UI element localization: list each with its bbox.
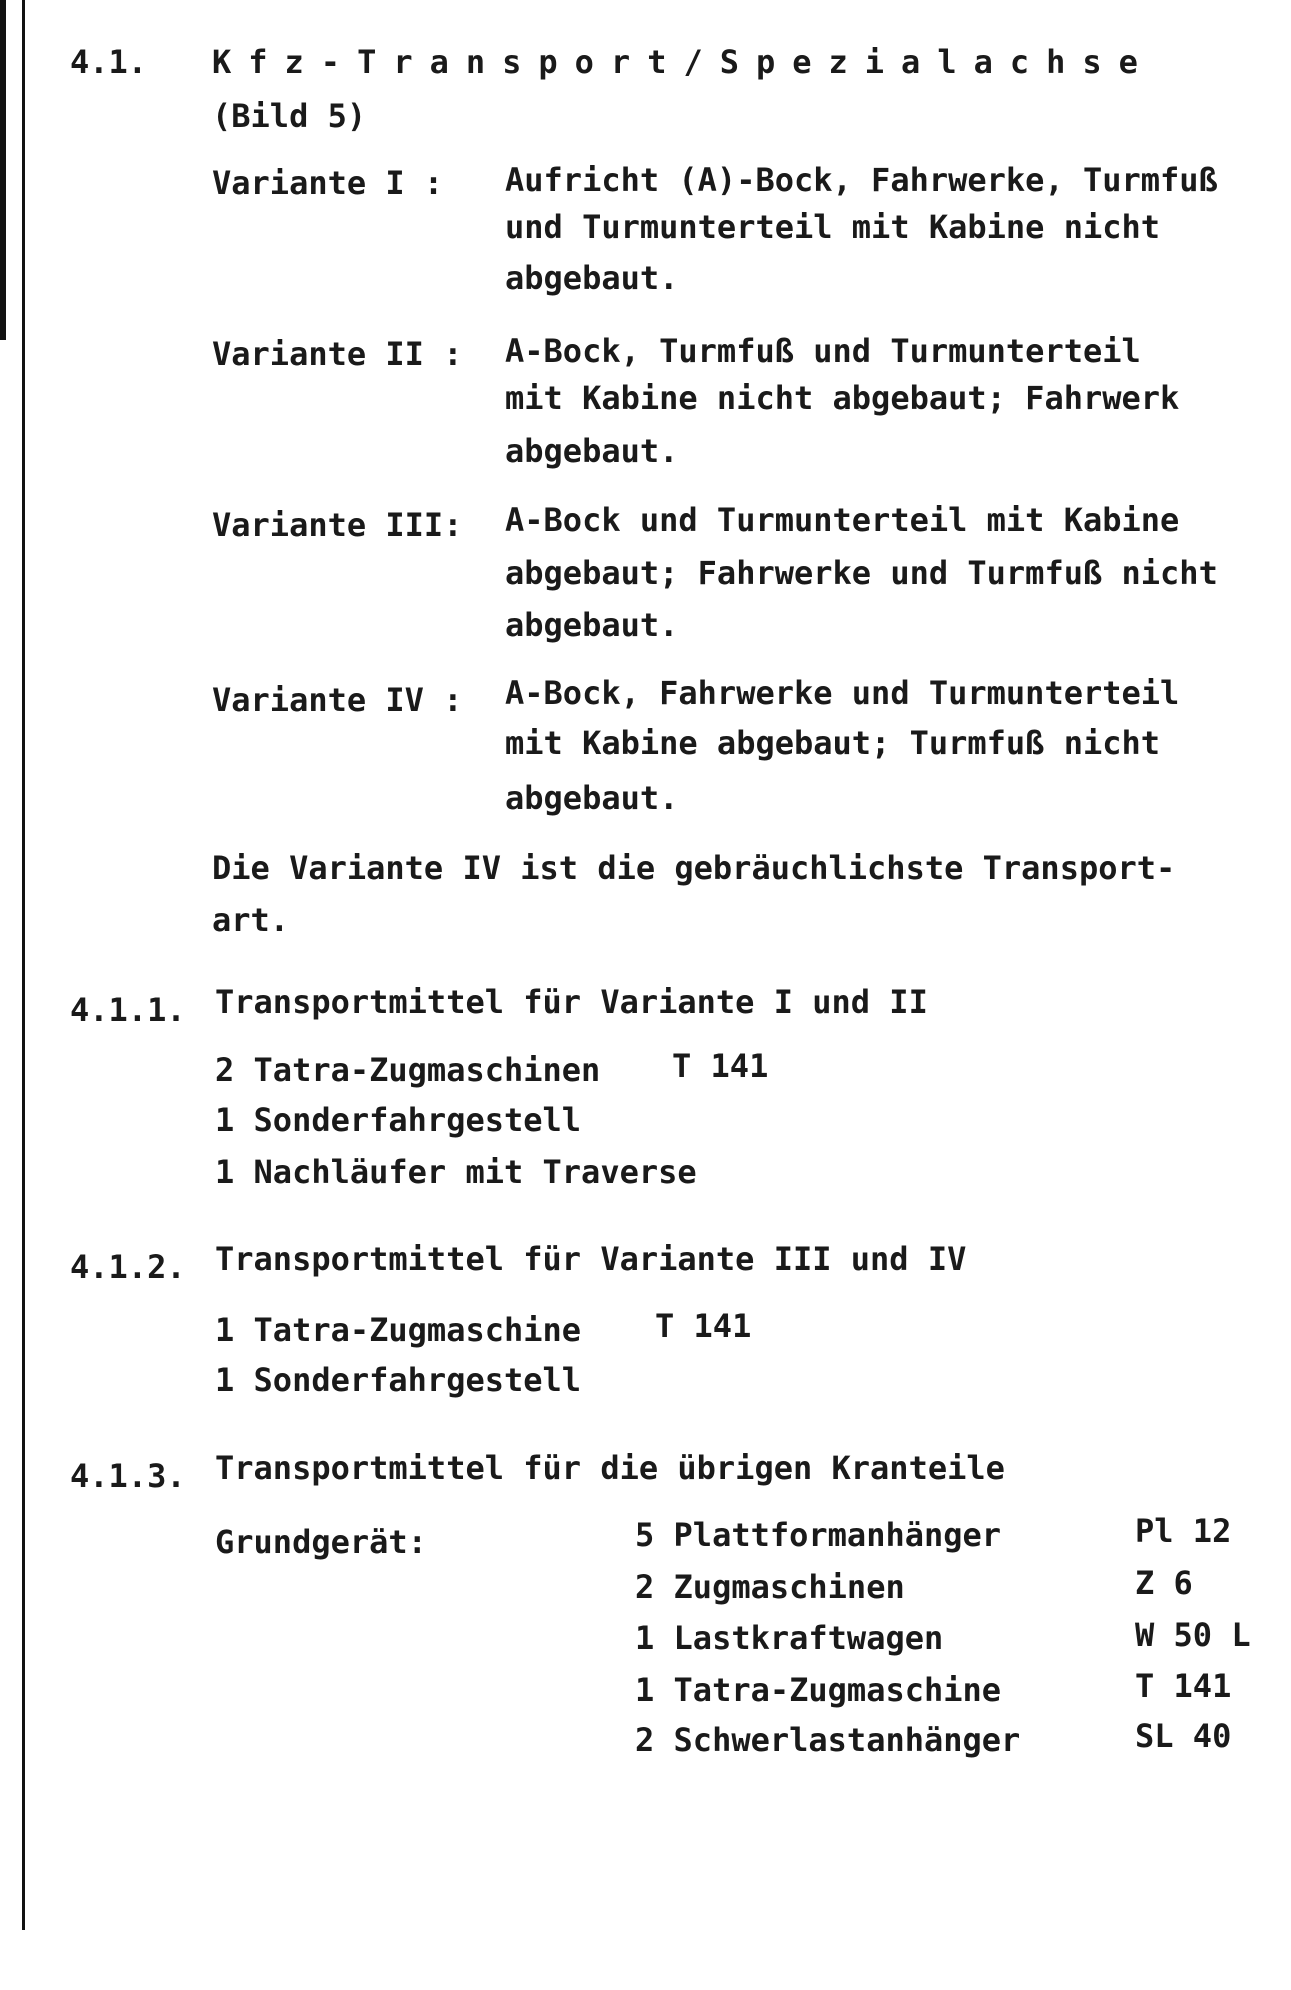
variant-text: abgebaut; Fahrwerke und Turmfuß nicht (505, 554, 1218, 592)
list-item-code: Z 6 (1135, 1564, 1193, 1602)
list-item-code: T 141 (1135, 1667, 1232, 1705)
margin-line (22, 0, 25, 1930)
list-item: 5 Plattformanhänger (635, 1516, 1002, 1554)
subsection-title: Transportmittel für Variante I und II (215, 983, 928, 1021)
list-item: 2 Schwerlastanhänger (635, 1721, 1021, 1759)
list-item: 1 Sonderfahrgestell (215, 1361, 582, 1399)
list-item-code: T 141 (672, 1047, 769, 1085)
variant-text: und Turmunterteil mit Kabine nicht (505, 208, 1161, 246)
list-item: 1 Sonderfahrgestell (215, 1101, 582, 1139)
variant-text: A-Bock, Turmfuß und Turmunterteil (505, 332, 1141, 370)
section-subtitle: (Bild 5) (212, 97, 367, 135)
list-item: 2 Zugmaschinen (635, 1568, 905, 1606)
note-text: Die Variante IV ist die gebräuchlichste Transport- (212, 849, 1176, 887)
list-item: 1 Nachläufer mit Traverse (215, 1153, 697, 1191)
subsection-title: Transportmittel für Variante III und IV (215, 1240, 967, 1278)
variant-text: abgebaut. (505, 779, 679, 817)
list-item: 2 Tatra-Zugmaschinen (215, 1051, 601, 1089)
section-title: Kfz-Transport/Spezialachse (212, 43, 1155, 81)
variant-text: abgebaut. (505, 432, 679, 470)
subsection-number: 4.1.3. (70, 1457, 186, 1495)
list-item: 1 Lastkraftwagen (635, 1619, 944, 1657)
margin-bar (0, 0, 6, 340)
list-item: 1 Tatra-Zugmaschine (215, 1311, 582, 1349)
variant-text: A-Bock und Turmunterteil mit Kabine (505, 501, 1180, 539)
variant-text: A-Bock, Fahrwerke und Turmunterteil (505, 674, 1180, 712)
variant-label: Variante IV : (212, 681, 463, 719)
variant-text: Aufricht (A)-Bock, Fahrwerke, Turmfuß (505, 161, 1218, 199)
note-text: art. (212, 901, 290, 939)
section-number: 4.1. (70, 43, 148, 81)
variant-text: mit Kabine nicht abgebaut; Fahrwerk (505, 379, 1180, 417)
group-label: Grundgerät: (215, 1523, 427, 1561)
variant-text: abgebaut. (505, 259, 679, 297)
variant-text: mit Kabine abgebaut; Turmfuß nicht (505, 724, 1161, 762)
list-item-code: T 141 (655, 1307, 752, 1345)
variant-label: Variante II : (212, 335, 463, 373)
subsection-number: 4.1.1. (70, 991, 186, 1029)
list-item-code: Pl 12 (1135, 1512, 1232, 1550)
list-item-code: W 50 L (1135, 1616, 1251, 1654)
subsection-number: 4.1.2. (70, 1248, 186, 1286)
list-item: 1 Tatra-Zugmaschine (635, 1671, 1002, 1709)
variant-label: Variante III: (212, 506, 463, 544)
variant-label: Variante I : (212, 164, 444, 202)
variant-text: abgebaut. (505, 606, 679, 644)
list-item-code: SL 40 (1135, 1717, 1232, 1755)
subsection-title: Transportmittel für die übrigen Kranteile (215, 1449, 1005, 1487)
